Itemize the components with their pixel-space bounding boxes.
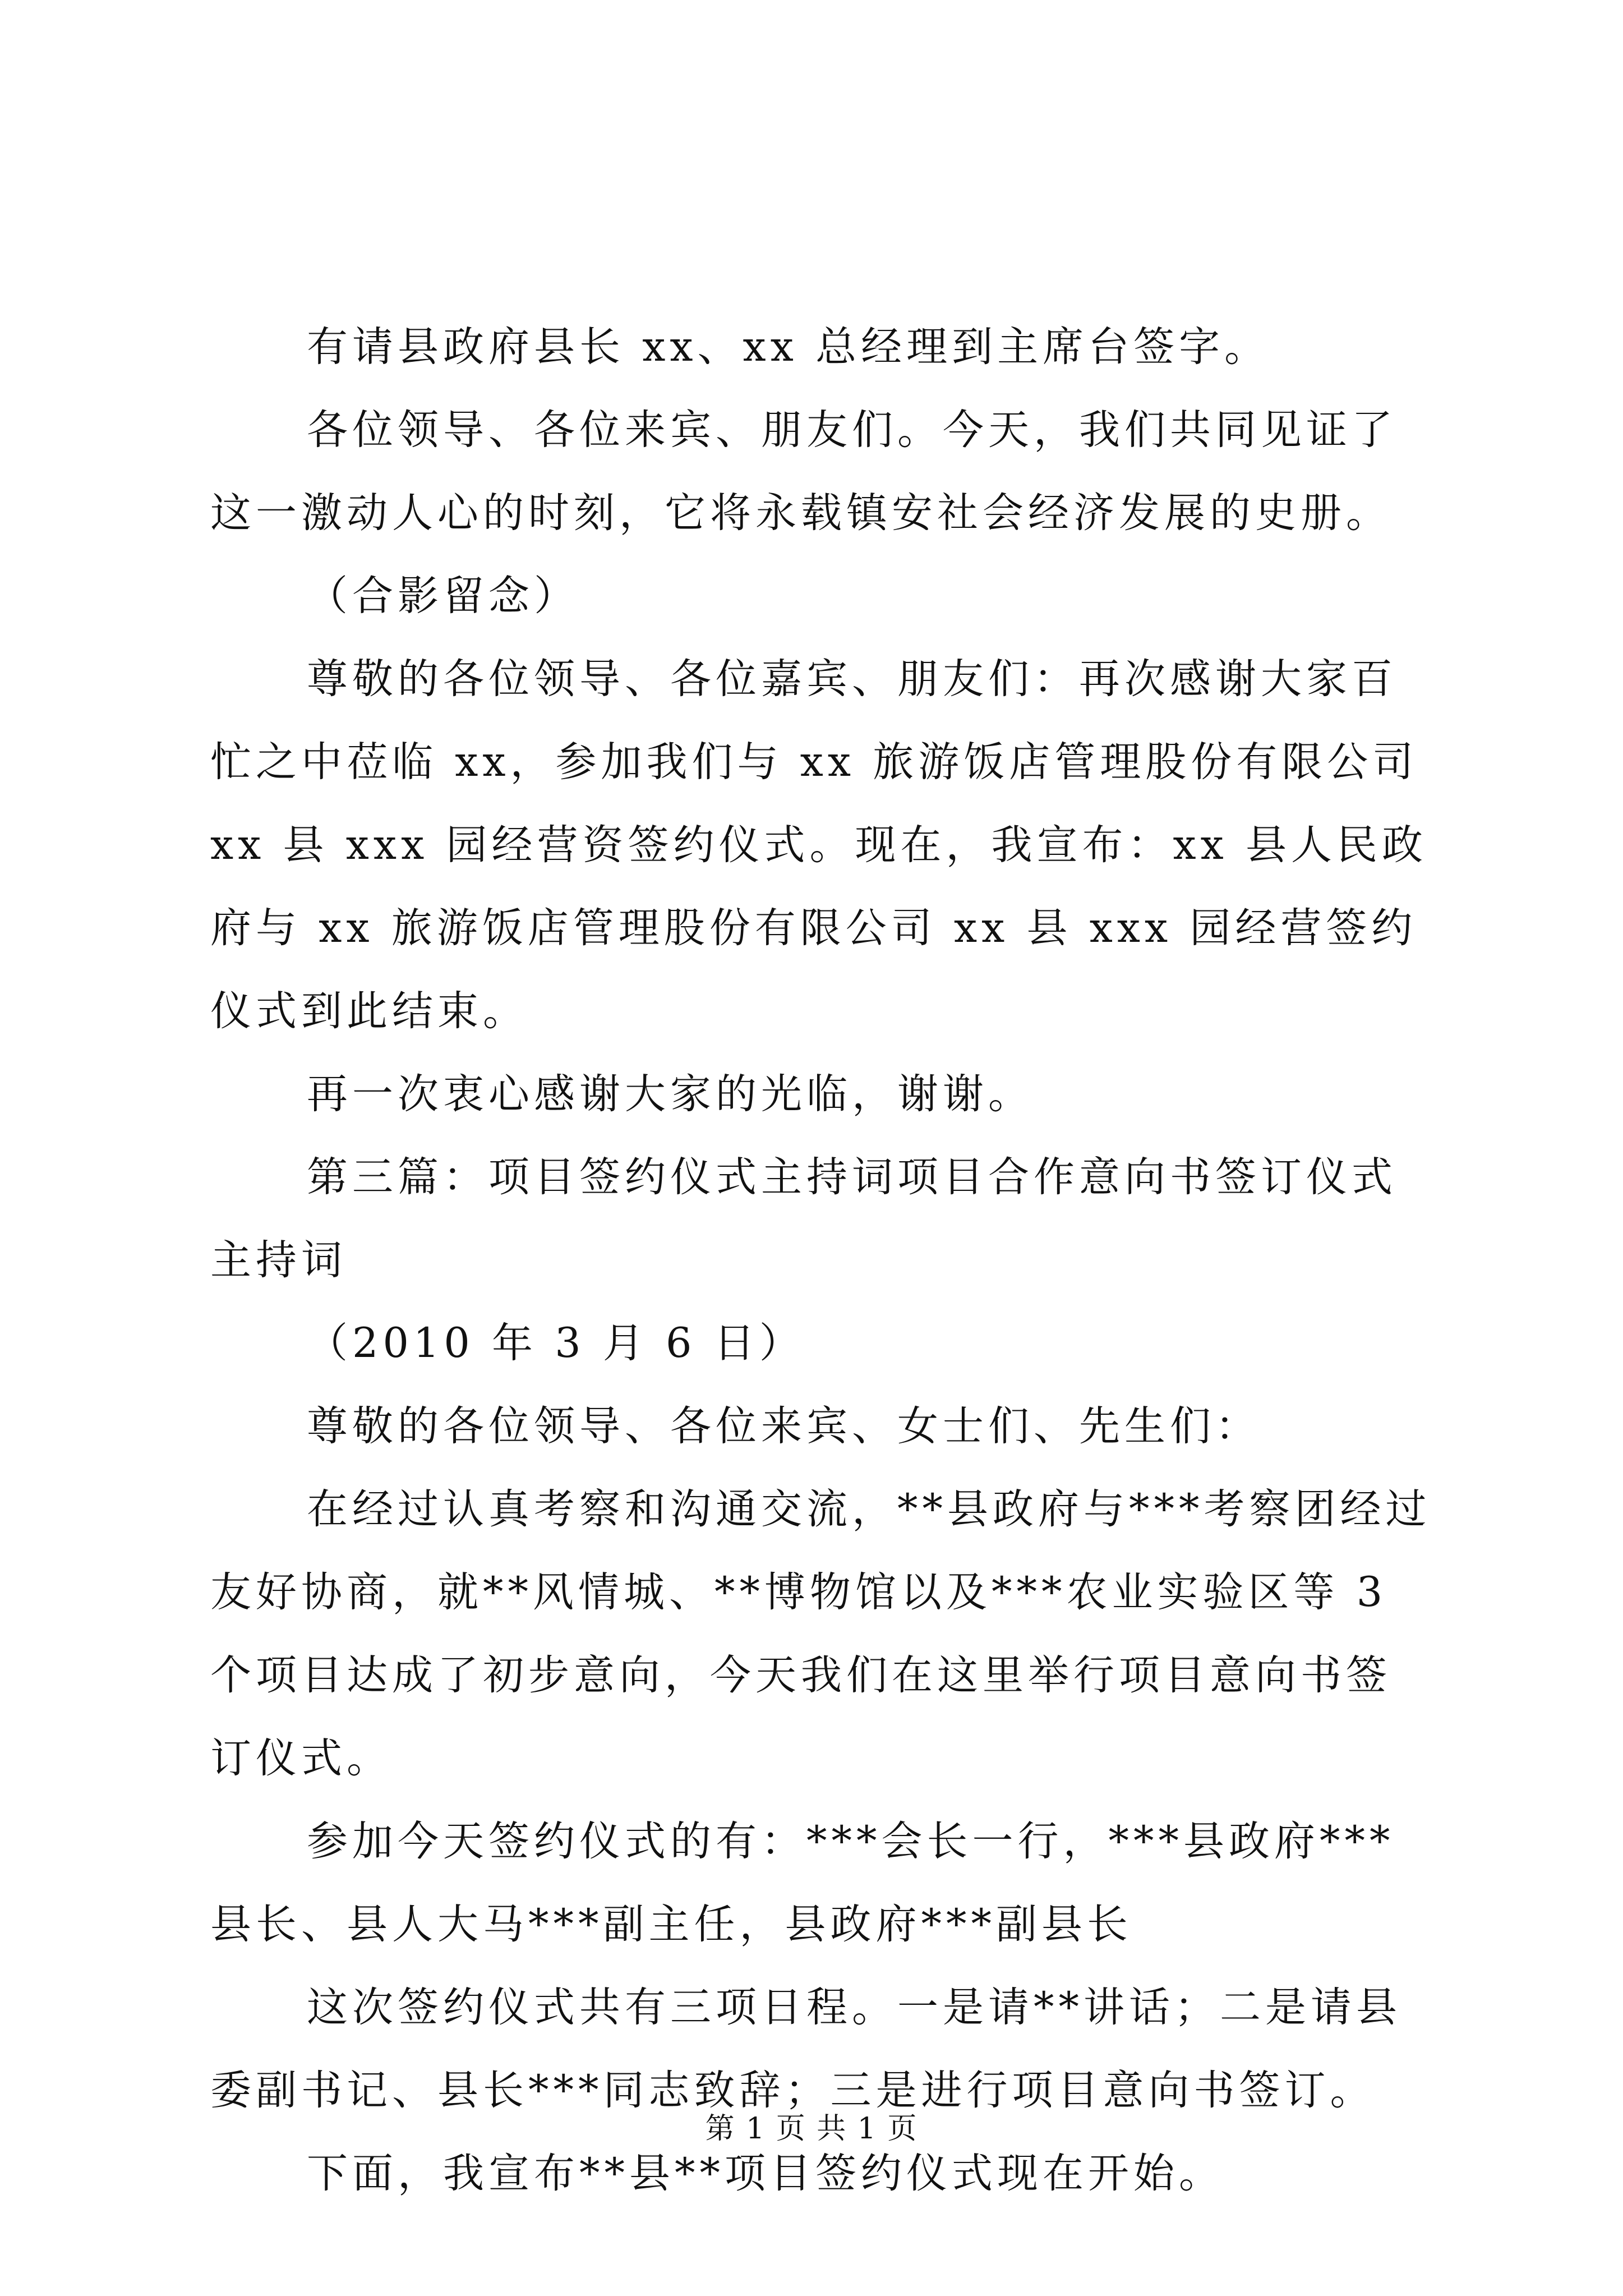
paragraph: 这次签约仪式共有三项日程。一是请**讲话；二是请县委副书记、县长***同志致辞；三是进行项目意向书签订。 — [210, 1984, 1401, 2114]
paragraph: 尊敬的各位领导、各位嘉宾、朋友们：再次感谢大家百忙之中莅临 xx，参加我们与 xx 旅游饭店管理股份有限公司 xx 县 xxx 园经营资签约仪式。现在，我宣布：xx 县人民政府与 xx 旅游饭店管理股份有限公司 xx 县 xxx 园经营签约仪式到此结束。 — [210, 655, 1428, 1035]
page-footer — [0, 2109, 1623, 2148]
paragraph: （合影留念） — [307, 572, 579, 620]
paragraph: 各位领导、各位来宾、朋友们。今天，我们共同见证了这一激动人心的时刻，它将永载镇安社会经济发展的史册。 — [210, 406, 1397, 537]
date-line: （2010 年 3 月 6 日） — [307, 1319, 805, 1367]
page-number: 第 1 页 共 1 页 — [705, 2112, 918, 2146]
paragraph: 有请县政府县长 xx、xx 总经理到主席台签字。 — [307, 323, 1270, 371]
document-body — [210, 306, 1433, 2215]
paragraph: 下面，我宣布**县**项目签约仪式现在开始。 — [307, 2150, 1224, 2197]
paragraph: 在经过认真考察和沟通交流，**县政府与***考察团经过友好协商，就**风情城、**博物馆以及***农业实验区等 3 个项目达成了初步意向，今天我们在这里举行项目意向书签订仪式。 — [210, 1485, 1431, 1782]
paragraph: 再一次衷心感谢大家的光临，谢谢。 — [307, 1070, 1034, 1118]
paragraph: 参加今天签约仪式的有：***会长一行，***县政府***县长、县人大马***副主任，县政府***副县长 — [210, 1818, 1395, 1948]
salutation: 尊敬的各位领导、各位来宾、女士们、先生们： — [307, 1402, 1261, 1450]
section-heading: 第三篇：项目签约仪式主持词项目合作意向书签订仪式主持词 — [210, 1153, 1397, 1284]
